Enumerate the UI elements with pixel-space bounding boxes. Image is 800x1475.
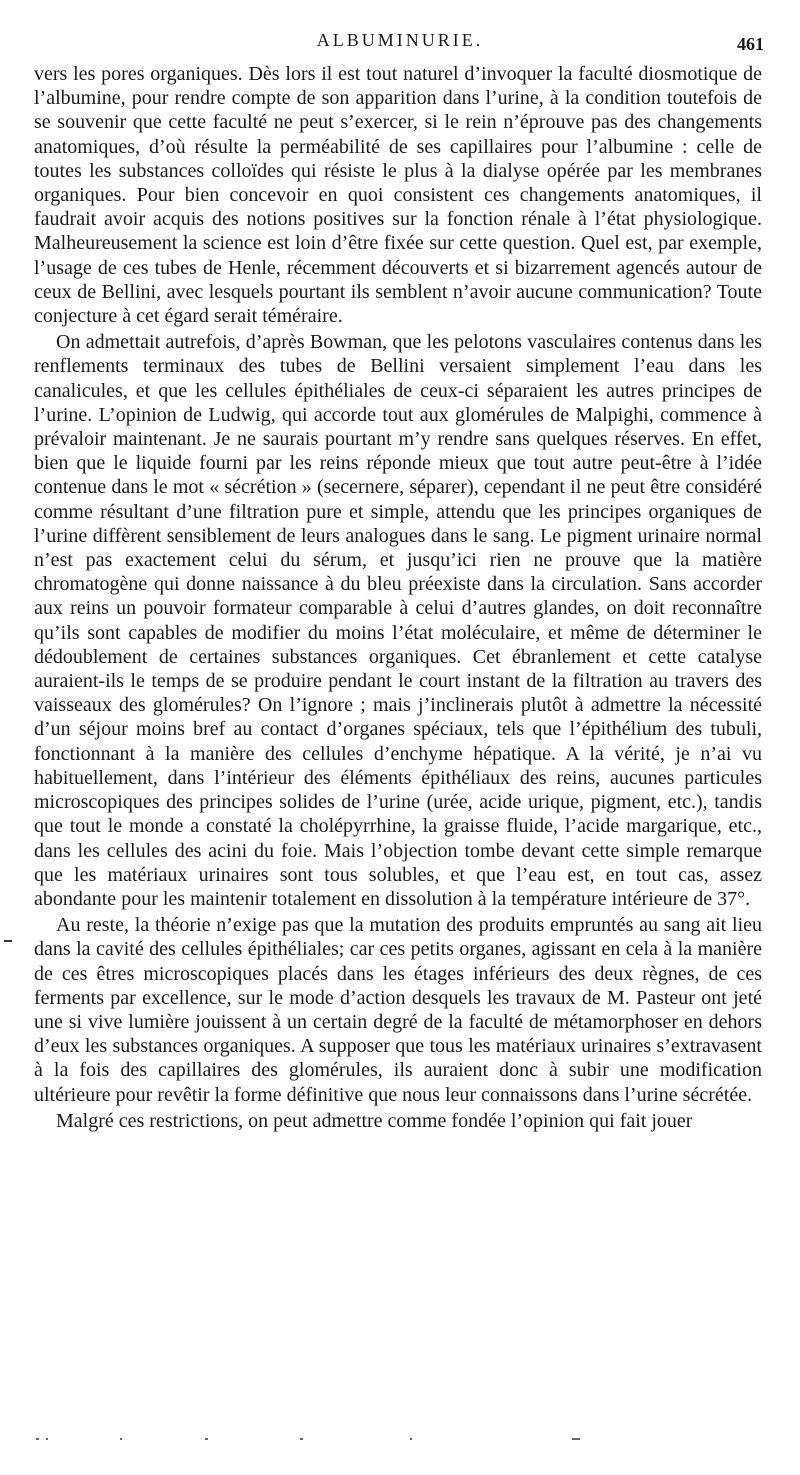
scan-speck <box>46 1438 48 1440</box>
paragraph: Au reste, la théorie n’exige pas que la mutation des produits empruntés au sang ait lieu dans la cavité des cellules épithéliales; car ces petits organes, agissant en cela à la manière de ces êtres microscopiques placés dans les étages inférieurs des deux règnes, de ces ferments par excellence, sur le mode d’action desquels les travaux de M. Pasteur ont jeté une si vive lumière jouissent à un certain degré de la faculté de métamorphoser en dehors d’eux les substances organiques. A supposer que tous les matériaux urinaires s’extravasent à la fois des capillaires des glomérules, ils auraient donc à subir une modification ultérieure pour revêtir la forme définitive que nous leur connaissons dans l’urine sécrétée. <box>34 914 762 1106</box>
scan-speck <box>36 1438 39 1440</box>
scan-speck <box>300 1438 303 1440</box>
paragraph: Malgré ces restrictions, on peut admettre comme fondée l’opinion qui fait jouer <box>56 1109 693 1132</box>
page-header <box>0 28 800 58</box>
scan-speck <box>572 1438 580 1440</box>
scan-specks <box>0 1438 800 1444</box>
paragraph: On admettait autrefois, d’après Bowman, que les pelotons vasculaires contenus dans les renflements terminaux des tubes de Bellini versaient simplement l’eau dans les canalicules, et que les cellules épithéliales de ceux-ci séparaient les autres principes de l’urine. L’opinion de Ludwig, qui accorde tout aux glomérules de Malpighi, commence à prévaloir maintenant. Je ne saurais pourtant m’y rendre sans quelques réserves. En effet, bien que le liquide fourni par les reins réponde mieux que tout autre peut-être à l’idée contenue dans le mot « sécrétion » (secernere, séparer), cependant il ne peut être considéré comme résultant d’une filtration pure et simple, attendu que les principes organiques de l’urine diffèrent sensiblement de leurs analogues dans le sang. Le pigment urinaire normal n’est pas exactement celui du sérum, et jusqu’ici rien ne prouve que la matière chromatogène qui donne naissance à du bleu préexiste dans la circulation. Sans accorder aux reins un pouvoir formateur comparable à celui d’autres glandes, on doit reconnaître qu’ils sont capables de modifier du moins l’état moléculaire, et même de déterminer le dédoublement de certaines substances organiques. Cet ébranlement et cette catalyse auraient-ils le temps de se produire pendant le court instant de la filtration au travers des vaisseaux des glomérules? On l’ignore ; mais j’inclinerais plutôt à admettre la nécessité d’un séjour moins bref au contact d’organes spéciaux, tels que l’épithélium des tubuli, fonctionnant à la manière des cellules d’enchyme hépatique. A la vérité, je n’ai vu habituellement, dans l’intérieur des éléments épithéliaux des reins, aucunes particules microscopiques des principes solides de l’urine (urée, acide urique, pigment, etc.), tandis que tout le monde a constaté la cholépyrrhine, la graisse fluide, l’acide margarique, etc., dans les cellules des acini du foie. Mais l’objection tombe devant cette simple remarque que les matériaux urinaires sont tous solubles, et que l’eau est, en tout cas, assez abondante pour les maintenir totalement en dissolution à la température intérieure de 37°. <box>34 331 762 910</box>
scan-speck <box>410 1438 412 1440</box>
paragraph: vers les pores organiques. Dès lors il est tout naturel d’invoquer la faculté diosmotique de l’albumine, pour rendre compte de son apparition dans l’urine, à la condition toutefois de se souvenir que cette faculté ne peut s’exercer, si le rein n’éprouve pas des changements anatomiques, d’où résulte la perméabilité de ses capillaires pour l’albumine : celle de toutes les substances colloïdes qui résiste le plus à la dialyse opérée par les membranes organiques. Pour bien concevoir en quoi consistent ces changements anatomiques, il faudrait avoir acquis des notions positives sur la fonction rénale à l’état physiologique. Malheureusement la science est loin d’être fixée sur cette question. Quel est, par exemple, l’usage de ces tubes de Henle, récemment découverts et si bizarrement agencés autour de ceux de Bellini, avec lesquels pourtant ils semblent n’avoir aucune communication? Toute conjecture à cet égard serait téméraire. <box>34 63 762 328</box>
margin-mark <box>4 940 12 942</box>
page-number: 461 <box>737 34 764 54</box>
running-title: ALBUMINURIE. <box>316 30 484 50</box>
scan-speck <box>205 1438 208 1440</box>
body-text <box>34 62 762 1135</box>
scan-speck <box>120 1438 122 1440</box>
